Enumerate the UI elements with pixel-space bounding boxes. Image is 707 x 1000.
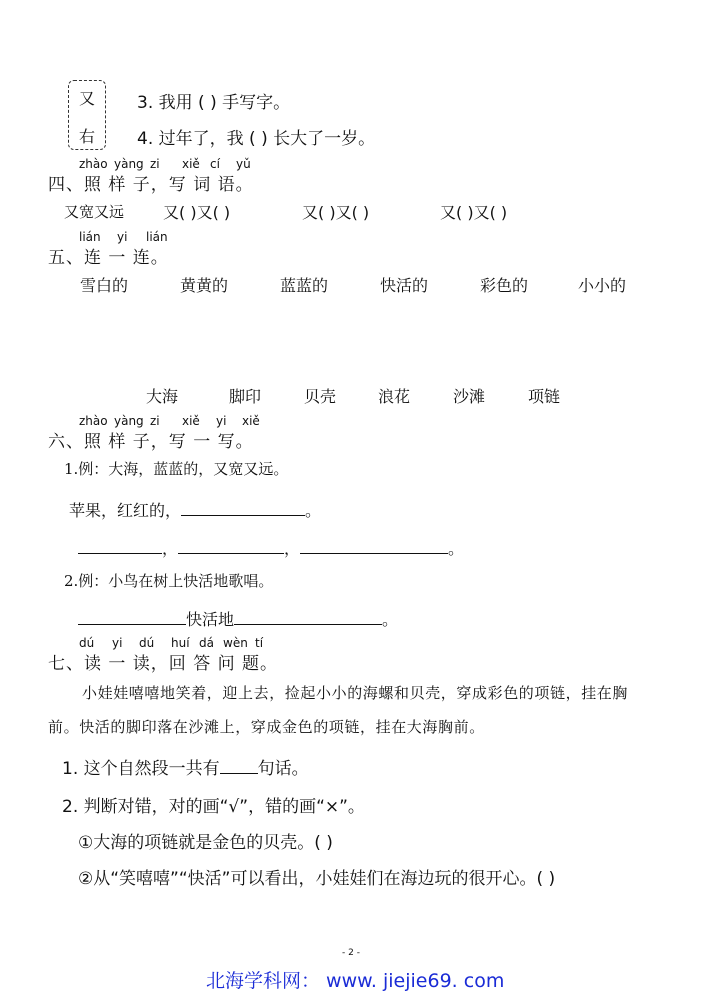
s4-pinyin-3: zi — [150, 157, 160, 171]
s5-noun-5: 沙滩 — [453, 387, 486, 406]
s4-pinyin-5: cí — [210, 157, 220, 171]
question-3: 3. 我用 ( ) 手写字。 — [137, 93, 291, 113]
s5-pinyin-2: yi — [117, 230, 128, 244]
s6-line-3-period: 。 — [382, 610, 399, 629]
reading-paragraph-line-2: 前。快活的脚印落在沙滩上，穿成金色的项链，挂在大海胸前。 — [48, 718, 485, 736]
s5-adjective-5: 彩色的 — [480, 276, 529, 295]
s7-question-2-item-1: ①大海的项链就是金色的贝壳。( ) — [78, 833, 333, 853]
answer-blank[interactable] — [78, 537, 162, 554]
s7-question-1-text: 1. 这个自然段一共有 — [62, 759, 220, 779]
reading-paragraph-line-1: 小娃娃嘻嘻地笑着，迎上去，捡起小小的海螺和贝壳，穿成彩色的项链，挂在胸 — [82, 684, 629, 702]
s6-line-2-comma-2: ， — [284, 539, 301, 558]
s7-question-1-suffix: 句话。 — [257, 759, 309, 779]
s5-adjective-4: 快活的 — [380, 276, 429, 295]
answer-blank[interactable] — [300, 537, 448, 554]
section-6-title: 六、照 样 子，写 一 写。 — [48, 432, 254, 452]
s4-pinyin-1: zhào — [79, 157, 108, 171]
question-4: 4. 过年了，我 ( ) 长大了一岁。 — [137, 129, 376, 149]
page-number: - 2 - — [342, 948, 360, 958]
s6-example-2: 2.例：小鸟在树上快活地歌唱。 — [64, 572, 274, 590]
s6-example-1: 1.例：大海，蓝蓝的，又宽又远。 — [64, 460, 289, 478]
s6-pinyin-2: yàng — [114, 414, 144, 428]
box-char-you: 又 — [79, 89, 96, 108]
s4-pattern-3: 又( )又( ) — [440, 203, 508, 222]
s7-pinyin-4: huí — [171, 636, 190, 650]
s6-line-1-prefix: 苹果，红红的， — [69, 501, 182, 520]
answer-blank[interactable] — [234, 608, 382, 625]
s7-pinyin-2: yi — [112, 636, 123, 650]
s7-pinyin-6: wèn — [223, 636, 248, 650]
s6-line-3 — [78, 607, 398, 630]
s6-pinyin-5: yi — [216, 414, 227, 428]
s6-line-1-period: 。 — [305, 501, 322, 520]
s4-pinyin-6: yǔ — [236, 157, 251, 171]
s7-pinyin-5: dá — [199, 636, 214, 650]
s5-adjective-6: 小小的 — [578, 276, 627, 295]
s5-adjective-2: 黄黄的 — [180, 276, 229, 295]
s7-question-2: 2. 判断对错，对的画“√”，错的画“×”。 — [62, 797, 365, 817]
s5-noun-6: 项链 — [528, 387, 561, 406]
s5-adjective-3: 蓝蓝的 — [280, 276, 329, 295]
s5-noun-3: 贝壳 — [304, 387, 337, 406]
s5-pinyin-1: lián — [79, 230, 101, 244]
s6-pinyin-6: xiě — [242, 414, 260, 428]
s5-noun-2: 脚印 — [229, 387, 262, 406]
s6-line-3-middle: 快活地 — [186, 610, 235, 629]
section-7-title: 七、读 一 读，回 答 问 题。 — [48, 654, 279, 674]
s6-line-2-period: 。 — [448, 539, 465, 558]
s6-line-2-comma-1: ， — [162, 539, 179, 558]
s6-line-1 — [69, 498, 321, 521]
s7-pinyin-1: dú — [79, 636, 95, 650]
s6-pinyin-1: zhào — [79, 414, 108, 428]
answer-blank[interactable] — [178, 537, 284, 554]
section-4-title: 四、照 样 子，写 词 语。 — [48, 175, 254, 195]
s6-pinyin-4: xiě — [182, 414, 200, 428]
s4-pattern-1: 又( )又( ) — [163, 203, 231, 222]
s6-pinyin-3: zi — [150, 414, 160, 428]
s4-pinyin-4: xiě — [182, 157, 200, 171]
s4-example: 又宽又远 — [64, 203, 125, 221]
box-char-right: 右 — [79, 127, 96, 146]
answer-blank[interactable] — [181, 499, 305, 516]
s7-pinyin-7: tí — [255, 636, 264, 650]
s6-line-2 — [78, 536, 464, 559]
answer-blank[interactable] — [220, 757, 258, 774]
s5-noun-1: 大海 — [146, 387, 179, 406]
s4-pattern-2: 又( )又( ) — [302, 203, 370, 222]
s7-pinyin-3: dú — [139, 636, 155, 650]
site-footer: 北海学科网： www. jiejie69. com — [206, 970, 505, 992]
s5-noun-4: 浪花 — [378, 387, 411, 406]
s7-question-1 — [62, 754, 309, 779]
section-5-title: 五、连 一 连。 — [48, 248, 169, 268]
s5-pinyin-3: lián — [146, 230, 168, 244]
answer-blank[interactable] — [78, 608, 186, 625]
s5-adjective-1: 雪白的 — [80, 276, 129, 295]
s7-question-2-item-2: ②从“笑嘻嘻”“快活”可以看出，小娃娃们在海边玩的很开心。( ) — [78, 869, 556, 889]
s4-pinyin-2: yàng — [114, 157, 144, 171]
